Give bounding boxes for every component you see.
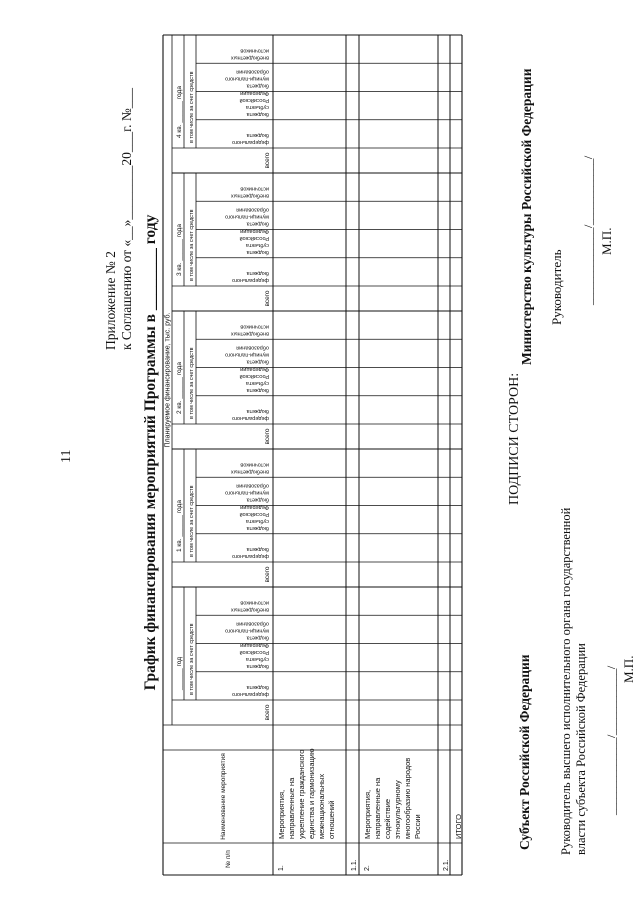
- including-sources-label: в том числе за счет средств: [189, 485, 195, 557]
- source-column-header: образования: [236, 68, 269, 75]
- row-name: межнациональных: [317, 773, 326, 839]
- source-column-header: бюджета: [246, 546, 269, 552]
- source-column-header: внебюджетных: [230, 192, 269, 199]
- source-column-header: бюджета: [246, 408, 269, 414]
- source-column-header: федерального: [232, 553, 269, 559]
- row-number: 2.1.: [443, 859, 450, 871]
- source-column-header: бюджета: [246, 634, 269, 641]
- source-column-header: бюджета: [246, 684, 269, 690]
- year-block-label: ______ год: [176, 657, 183, 690]
- source-column-header: бюджета: [246, 248, 269, 255]
- source-column-header: бюджета: [246, 220, 269, 227]
- source-column-header: муници-пального: [225, 489, 269, 496]
- left-stamp-place: М.П.: [621, 655, 636, 683]
- appendix-label: Приложение № 2: [103, 251, 118, 350]
- source-column-header: бюджета: [246, 82, 269, 89]
- row-name: России: [413, 814, 422, 839]
- left-party-name: Субъект Российской Федерации: [517, 654, 532, 850]
- quarter-label: 4 кв. ______ года: [176, 86, 183, 138]
- total-column-header: всего: [264, 290, 271, 307]
- row-name: направленные на: [287, 777, 296, 839]
- source-column-header: бюджета: [246, 662, 269, 669]
- row-name: Мероприятия,: [363, 789, 372, 839]
- quarter-label: 1 кв. ______ года: [176, 500, 183, 552]
- quarter-label: 2 кв. ______ года: [176, 362, 183, 414]
- source-column-header: внебюджетных: [230, 54, 269, 61]
- source-column-header: Федерации: [240, 641, 269, 648]
- row-name: содействие: [383, 798, 392, 839]
- source-column-header: субъекта: [245, 241, 269, 248]
- source-column-header: источников: [240, 599, 269, 606]
- source-column-header: муници-пального: [225, 213, 269, 220]
- including-sources-label: в том числе за счет средств: [189, 71, 195, 143]
- row-name: единства и гармонизацию: [307, 748, 316, 839]
- source-column-header: бюджета: [246, 132, 269, 138]
- row-name: направленные на: [373, 777, 382, 839]
- row-name: многообразию народов: [403, 757, 412, 839]
- source-column-header: федерального: [232, 415, 269, 421]
- source-column-header: источников: [240, 47, 269, 54]
- left-party-role-line1: Руководитель высшего исполнительного органа государственной: [559, 507, 573, 855]
- total-column-header: всего: [264, 704, 271, 721]
- source-column-header: муници-пального: [225, 351, 269, 358]
- right-signature-line: ______________/____________/: [581, 156, 595, 305]
- source-column-header: федерального: [232, 139, 269, 145]
- right-party-role: Руководитель: [549, 249, 564, 325]
- source-column-header: субъекта: [245, 103, 269, 110]
- source-column-header: Федерации: [240, 89, 269, 96]
- source-column-header: бюджета: [246, 524, 269, 531]
- source-column-header: бюджета: [246, 270, 269, 276]
- row-name: Мероприятия,: [277, 789, 286, 839]
- source-column-header: бюджета: [246, 358, 269, 365]
- planned-financing-label: Планируемое финансирование, тыс. руб.: [164, 312, 172, 448]
- row-name: ИТОГО: [454, 814, 463, 839]
- source-column-header: муници-пального: [225, 627, 269, 634]
- source-column-header: образования: [236, 206, 269, 213]
- left-signature-line: ______________/____________/: [604, 666, 618, 815]
- name-column-header: Наименование мероприятия: [220, 753, 227, 840]
- source-column-header: субъекта: [245, 517, 269, 524]
- source-column-header: Федерации: [240, 365, 269, 372]
- source-column-header: субъекта: [245, 379, 269, 386]
- signatures-heading: ПОДПИСИ СТОРОН:: [507, 372, 522, 505]
- agreement-reference: к Соглашению от «__»________20___г. №___: [119, 87, 134, 350]
- row-number: 1.: [278, 865, 285, 871]
- source-column-header: образования: [236, 620, 269, 627]
- source-column-header: бюджета: [246, 386, 269, 393]
- including-sources-label: в том числе за счет средств: [189, 209, 195, 281]
- source-column-header: федерального: [232, 277, 269, 283]
- row-name: укрепление гражданского: [297, 749, 306, 839]
- source-column-header: источников: [240, 323, 269, 330]
- source-column-header: источников: [240, 461, 269, 468]
- including-sources-label: в том числе за счет средств: [189, 623, 195, 695]
- source-column-header: Российской: [239, 96, 269, 103]
- total-column-header: всего: [264, 566, 271, 583]
- source-column-header: бюджета: [246, 110, 269, 117]
- source-column-header: Российской: [239, 372, 269, 379]
- total-column-header: всего: [264, 428, 271, 445]
- quarter-label: 3 кв. ______ года: [176, 224, 183, 276]
- row-name: отношений: [327, 800, 336, 839]
- source-column-header: Российской: [239, 510, 269, 517]
- source-column-header: Российской: [239, 234, 269, 241]
- source-column-header: внебюджетных: [230, 468, 269, 475]
- source-column-header: внебюджетных: [230, 330, 269, 337]
- source-column-header: субъекта: [245, 655, 269, 662]
- source-column-header: Российской: [239, 648, 269, 655]
- source-column-header: источников: [240, 185, 269, 192]
- source-column-header: внебюджетных: [230, 606, 269, 613]
- right-stamp-place: М.П.: [599, 227, 614, 255]
- document-title: График финансирования мероприятий Программы в ________ году: [142, 214, 159, 691]
- source-column-header: федерального: [232, 691, 269, 697]
- number-column-header: № п/п: [225, 850, 232, 868]
- source-column-header: Федерации: [240, 503, 269, 510]
- row-name: этнокультурному: [393, 780, 402, 839]
- source-column-header: образования: [236, 344, 269, 351]
- total-column-header: всего: [264, 152, 271, 169]
- source-column-header: бюджета: [246, 496, 269, 503]
- including-sources-label: в том числе за счет средств: [189, 347, 195, 419]
- page-number: 11: [59, 449, 74, 463]
- source-column-header: муници-пального: [225, 75, 269, 82]
- source-column-header: образования: [236, 482, 269, 489]
- row-number: 2.: [364, 865, 371, 871]
- row-number: 1.1.: [351, 859, 358, 871]
- left-party-role-line2: власти субъекта Российской Федерации: [574, 643, 588, 855]
- source-column-header: Федерации: [240, 227, 269, 234]
- right-party-name: Министерство культуры Российской Федерации: [519, 68, 534, 365]
